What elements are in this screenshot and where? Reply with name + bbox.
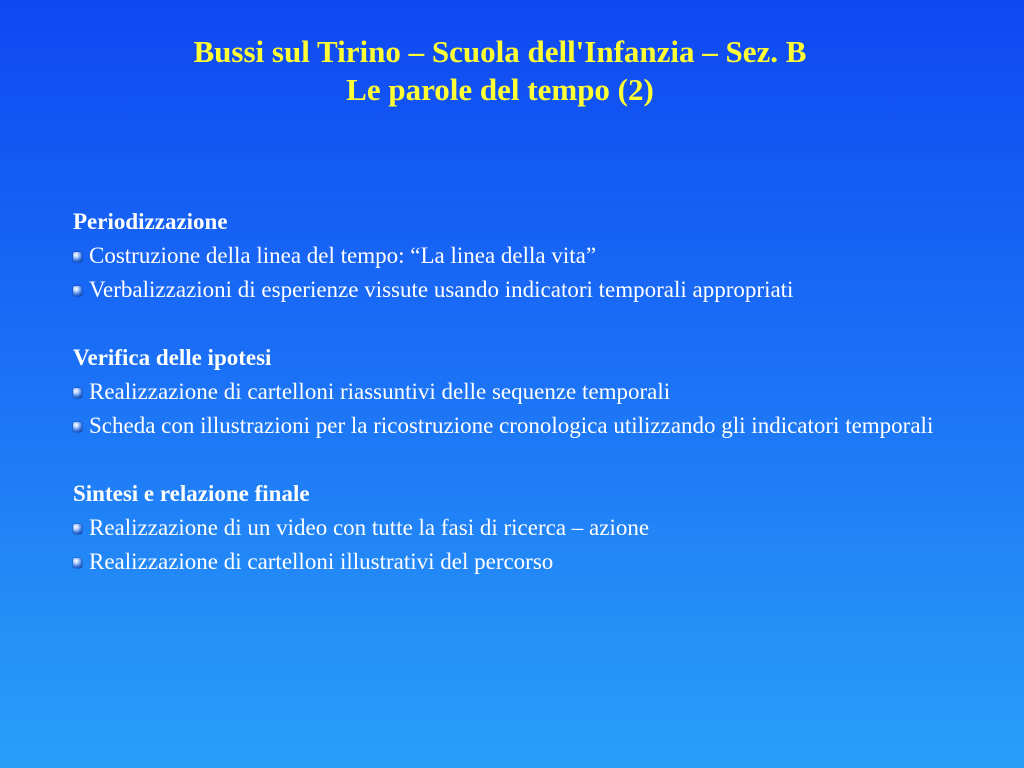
bullet-text: Costruzione della linea del tempo: “La linea della vita” xyxy=(89,243,597,268)
bullet-item xyxy=(73,375,1003,409)
bullet-item xyxy=(73,545,1003,579)
bullet-item xyxy=(73,273,1003,307)
section-verifica xyxy=(73,341,1003,443)
section-periodizzazione xyxy=(73,205,1003,307)
bullet-item xyxy=(73,239,1003,273)
bullet-text: Realizzazione di cartelloni riassuntivi delle sequenze temporali xyxy=(89,379,671,404)
bullet-text: Realizzazione di cartelloni illustrativi del percorso xyxy=(89,549,554,574)
slide-title xyxy=(0,33,1000,109)
section-heading: Periodizzazione xyxy=(73,209,228,234)
bullet-item xyxy=(73,409,1003,443)
bullet-text: Verbalizzazioni di esperienze vissute usando indicatori temporali appropriati xyxy=(89,277,794,302)
bullet-icon xyxy=(73,286,82,296)
title-line-2: Le parole del tempo (2) xyxy=(346,72,654,107)
bullet-icon xyxy=(73,558,82,568)
bullet-icon xyxy=(73,524,82,534)
bullet-text: Realizzazione di un video con tutte la fasi di ricerca – azione xyxy=(89,515,650,540)
section-heading: Verifica delle ipotesi xyxy=(73,345,272,370)
bullet-item xyxy=(73,511,1003,545)
bullet-text: Scheda con illustrazioni per la ricostruzione cronologica utilizzando gli indicatori temporali xyxy=(89,413,934,438)
bullet-icon xyxy=(73,388,82,398)
bullet-icon xyxy=(73,252,82,262)
bullet-icon xyxy=(73,422,82,432)
section-heading: Sintesi e relazione finale xyxy=(73,481,310,506)
slide-content xyxy=(73,205,1003,579)
title-line-1: Bussi sul Tirino – Scuola dell'Infanzia – Sez. B xyxy=(193,34,807,69)
section-sintesi xyxy=(73,477,1003,579)
